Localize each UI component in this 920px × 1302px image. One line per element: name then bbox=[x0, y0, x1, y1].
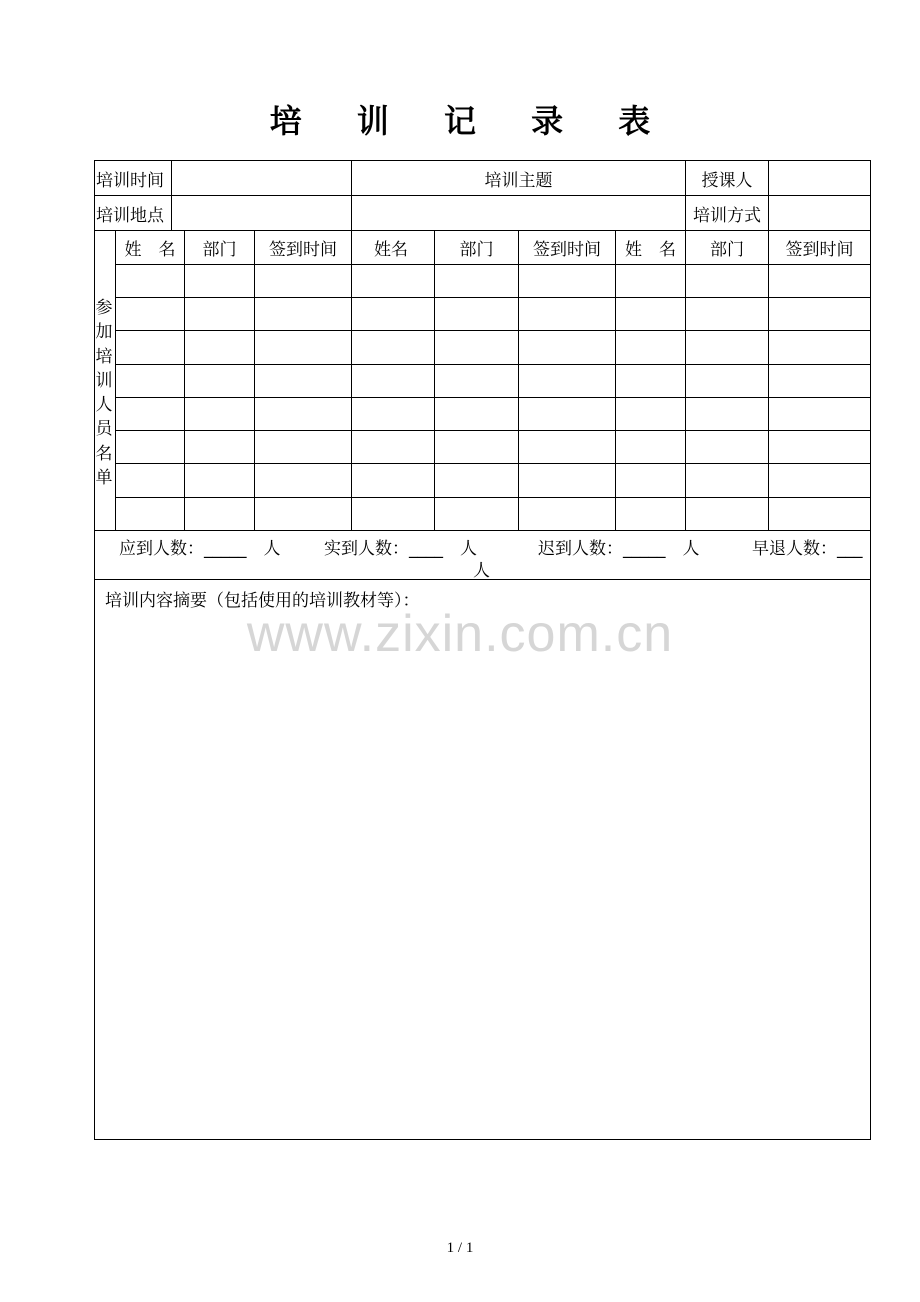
side-label-char: 培 bbox=[95, 346, 113, 367]
training-topic-label: 培训主题 bbox=[484, 170, 553, 191]
side-label-char: 参 bbox=[95, 298, 113, 318]
page-number: 1 / 1 bbox=[446, 1240, 474, 1256]
lecturer-label: 授课人 bbox=[701, 170, 753, 191]
training-location-label: 培训地点 bbox=[96, 205, 164, 226]
column-header-name: 姓 名 bbox=[124, 240, 176, 260]
side-label-char: 训 bbox=[95, 370, 113, 391]
training-location-field[interactable] bbox=[172, 196, 351, 230]
training-method-field[interactable] bbox=[769, 196, 870, 230]
side-label-char: 单 bbox=[95, 468, 113, 489]
column-header-department: 部门 bbox=[710, 240, 744, 260]
page-title: 培 训 记 录 表 bbox=[269, 102, 673, 140]
training-summary-area[interactable] bbox=[95, 610, 870, 1139]
side-label-char: 加 bbox=[95, 322, 113, 343]
watermark: www.zixin.com.cn bbox=[246, 605, 674, 663]
column-header-sign-in-time: 签到时间 bbox=[785, 240, 854, 260]
training-topic-field[interactable] bbox=[352, 196, 685, 230]
side-label-char: 名 bbox=[95, 443, 113, 464]
actual-count[interactable]: 实到人数：____ 人 bbox=[324, 539, 477, 559]
training-method-label: 培训方式 bbox=[693, 205, 761, 226]
late-count[interactable]: 迟到人数：_____ 人 bbox=[538, 539, 700, 559]
attendance-row bbox=[94, 532, 870, 581]
lecturer-field[interactable] bbox=[769, 161, 870, 195]
column-header-name: 姓 名 bbox=[625, 240, 676, 260]
column-header-name: 姓名 bbox=[374, 240, 408, 260]
actual-count-unit: 人 bbox=[473, 561, 490, 581]
column-header-sign-in-time: 签到时间 bbox=[269, 240, 337, 260]
column-header-sign-in-time: 签到时间 bbox=[533, 240, 601, 260]
training-time-label: 培训时间 bbox=[96, 170, 164, 191]
expected-count[interactable]: 应到人数：_____ 人 bbox=[119, 539, 281, 559]
early-leave-count[interactable]: 早退人数：___ bbox=[752, 539, 863, 559]
side-label-char: 员 bbox=[95, 419, 113, 440]
training-time-field[interactable] bbox=[172, 161, 351, 195]
column-header-department: 部门 bbox=[202, 240, 237, 260]
column-header-department: 部门 bbox=[459, 240, 494, 260]
side-label-char: 人 bbox=[95, 395, 113, 416]
participant-list-label bbox=[94, 296, 114, 490]
training-summary-label: 培训内容摘要（包括使用的培训教材等）： bbox=[105, 591, 420, 611]
